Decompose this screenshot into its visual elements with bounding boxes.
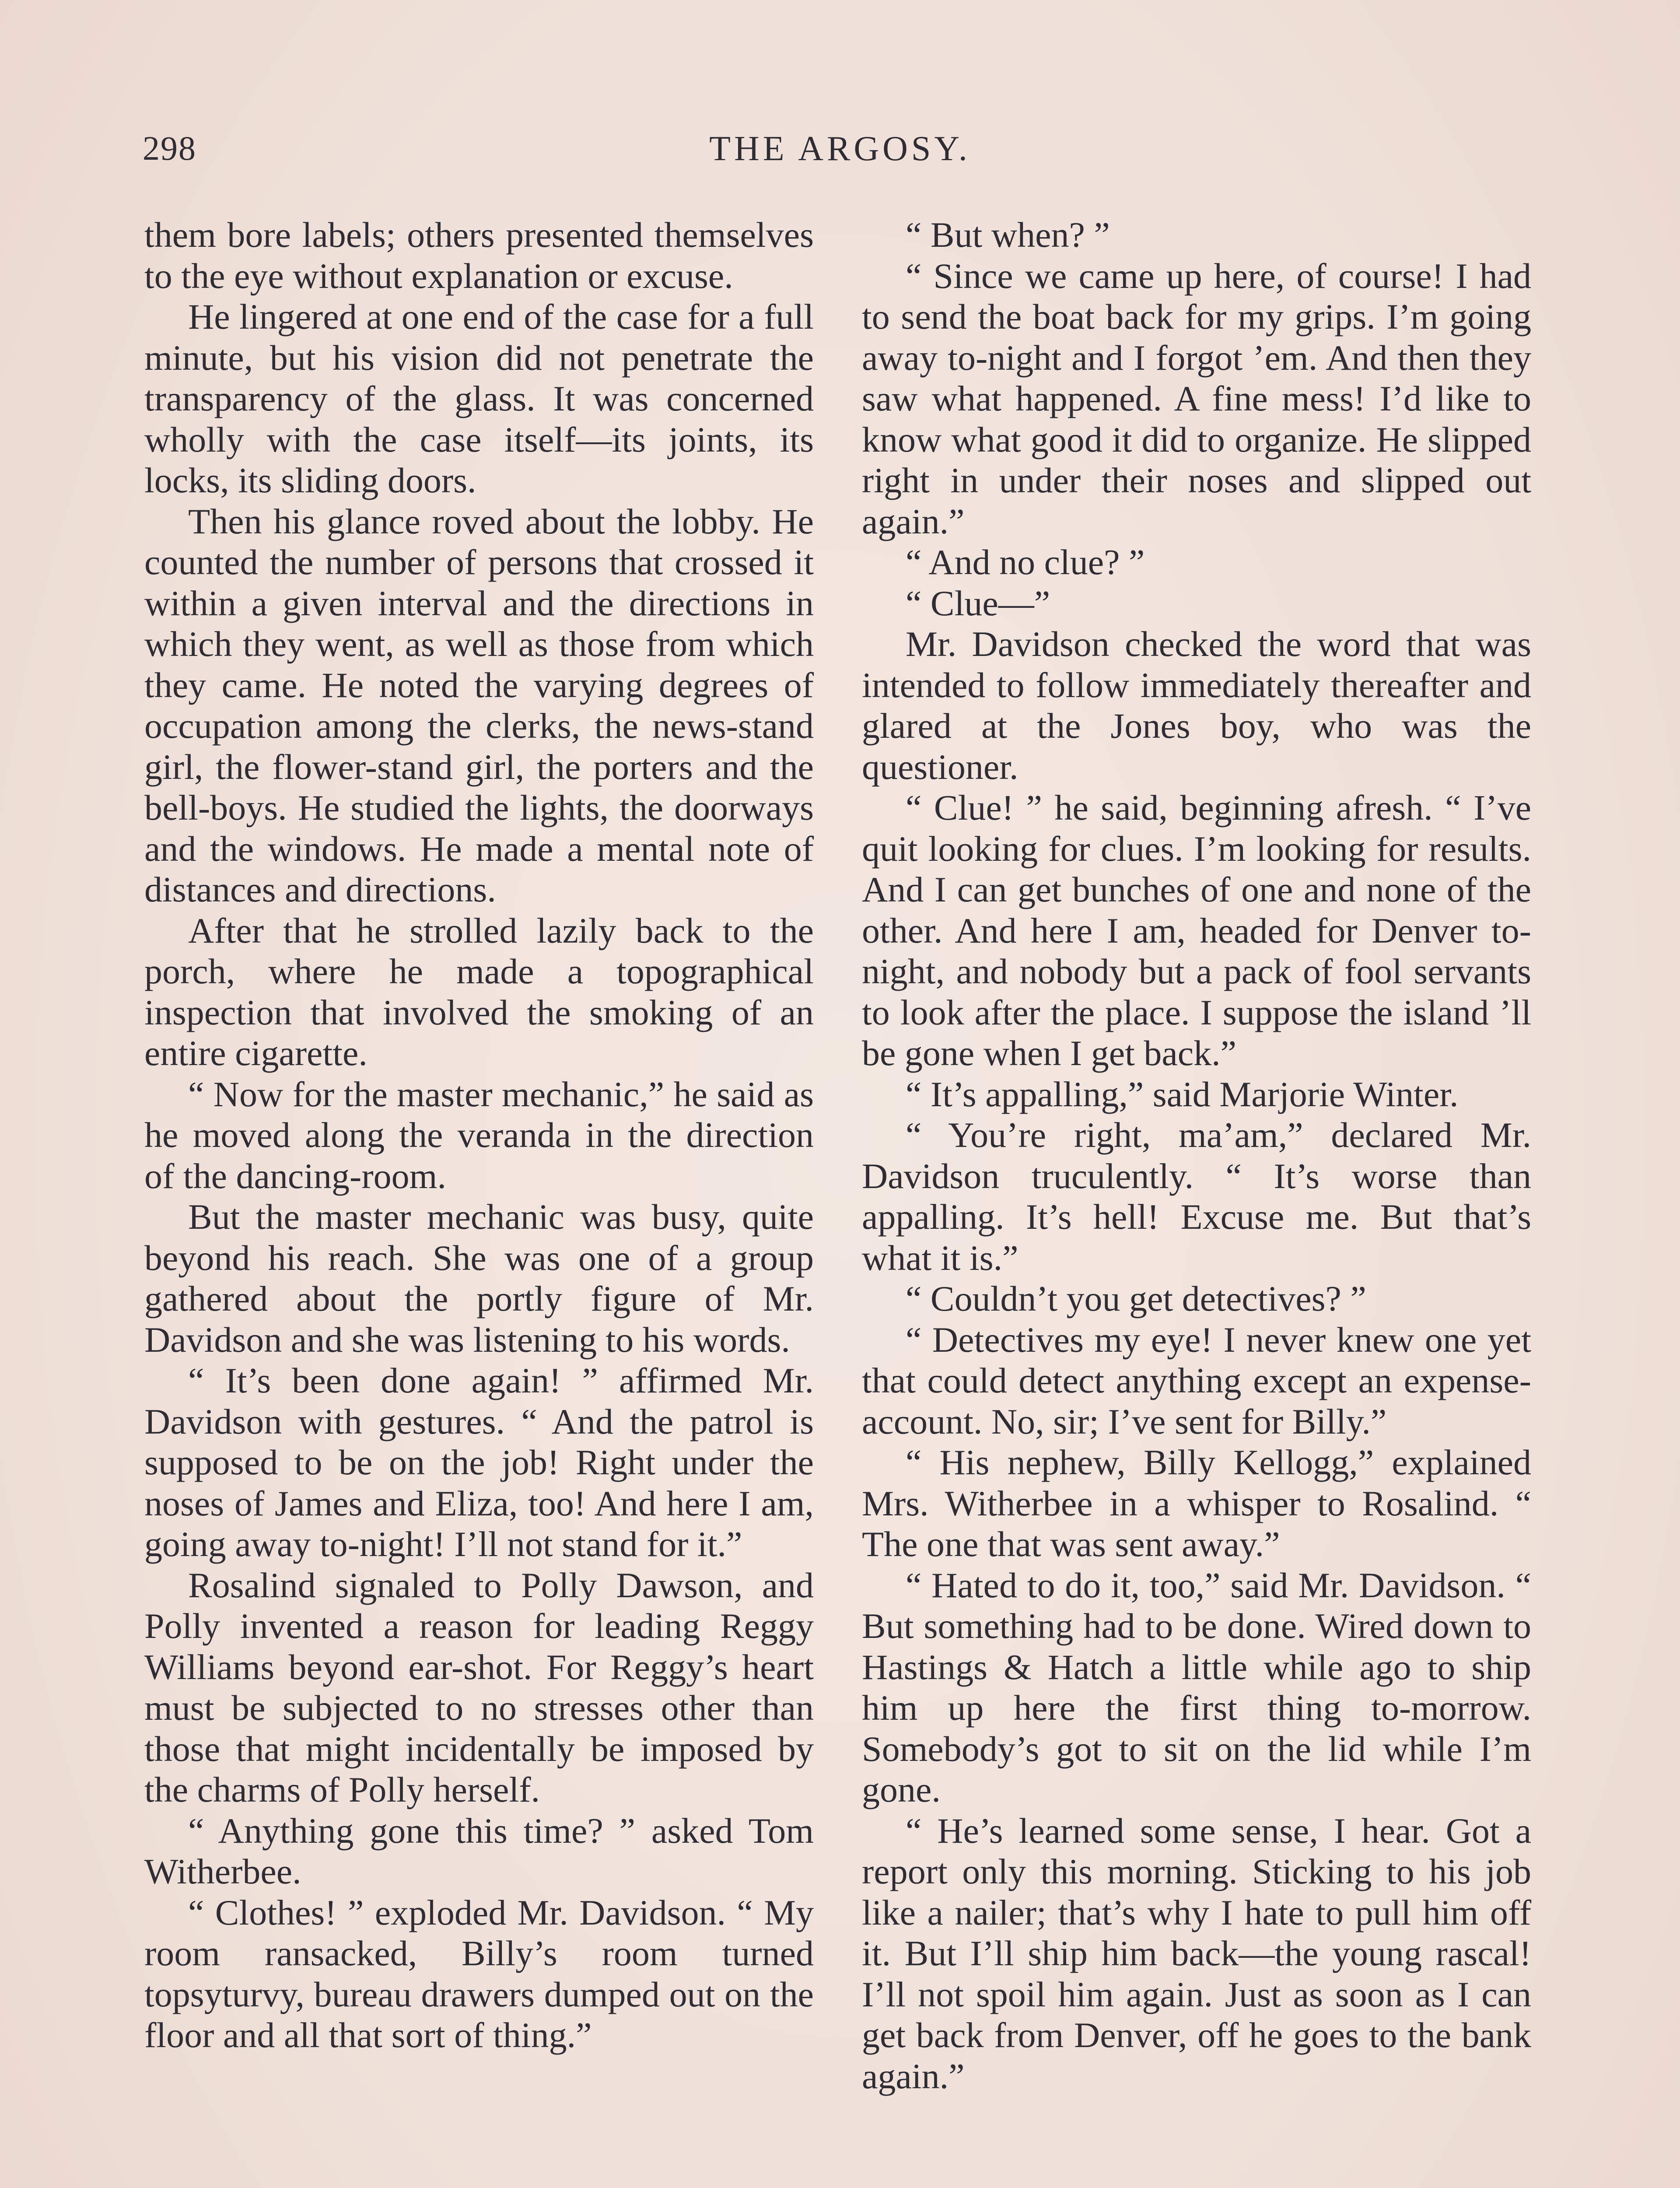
paragraph: “ His nephew, Billy Kellogg,” explained Mrs. Witherbee in a whisper to Rosalind. “ The one that was sent away.” bbox=[862, 1442, 1531, 1564]
paragraph: “ You’re right, ma’am,” declared Mr. Davidson truculently. “ It’s worse than appalling. It’s hell! Excuse me. But that’s what it is.” bbox=[862, 1115, 1531, 1278]
paragraph: But the master mechanic was busy, quite beyond his reach. She was one of a group gathered about the portly figure of Mr. Davidson and she was listening to his words. bbox=[144, 1197, 814, 1360]
paragraph: “ Detectives my eye! I never knew one yet that could detect anything except an expense-account. No, sir; I’ve sent for Billy.” bbox=[862, 1319, 1531, 1441]
left-column bbox=[144, 214, 814, 2056]
paragraph: them bore labels; others presented themselves to the eye without explanation or excuse. bbox=[144, 215, 814, 296]
paragraph: “ Since we came up here, of course! I had to send the boat back for my grips. I’m going away to-night and I forgot ’em. And then they saw what happened. A fine mess! I’d like to know what good it did to organize. He slipped right in under their noses and slipped out again.” bbox=[862, 256, 1531, 541]
paragraph: “ Clue—” bbox=[906, 583, 1050, 623]
paragraph: “ Clue! ” he said, beginning afresh. “ I’ve quit looking for clues. I’m looking for results. And I can get bunches of one and none of the other. And here I am, headed for Denver to-night, and nobody but a pack of fool servants to look after the place. I suppose the island ’ll be gone when I get back.” bbox=[862, 788, 1531, 1073]
paragraph: “ It’s appalling,” said Marjorie Winter. bbox=[906, 1074, 1459, 1114]
paragraph: “ It’s been done again! ” affirmed Mr. Davidson with gestures. “ And the patrol is supposed to be on the job! Right under the noses of James and Eliza, too! And here I am, going away to-night! I’ll not stand for it.” bbox=[144, 1360, 814, 1564]
paragraph: “ But when? ” bbox=[906, 215, 1110, 255]
paragraph: “ He’s learned some sense, I hear. Got a report only this morning. Sticking to his job like a nailer; that’s why I hate to pull him off it. But I’ll ship him back—the young rascal! I’ll not spoil him again. Just as soon as I can get back from Denver, off he goes to the bank again.” bbox=[862, 1810, 1531, 2096]
paragraph: “ And no clue? ” bbox=[906, 542, 1145, 582]
paragraph: After that he strolled lazily back to the porch, where he made a topographical inspection that involved the smoking of an entire cigarette. bbox=[144, 910, 814, 1073]
paragraph: “ Hated to do it, too,” said Mr. Davidson. “ But something had to be done. Wired down to Hastings & Hatch a little while ago to ship him up here the first thing to-morrow. Somebody’s got to sit on the lid while I’m gone. bbox=[862, 1565, 1531, 1809]
paragraph: Mr. Davidson checked the word that was intended to follow immediately thereafter and glared at the Jones boy, who was the questioner. bbox=[862, 624, 1531, 787]
paragraph: “ Clothes! ” exploded Mr. Davidson. “ My room ransacked, Billy’s room turned topsyturvy, bureau drawers dumped out on the floor and all that sort of thing.” bbox=[144, 1892, 814, 2055]
paragraph: “ Now for the master mechanic,” he said as he moved along the veranda in the direction of the dancing-room. bbox=[144, 1074, 814, 1196]
paragraph: Rosalind signaled to Polly Dawson, and Polly invented a reason for leading Reggy Williams beyond ear-shot. For Reggy’s heart must be subjected to no stresses other than those that might incidentally be imposed by the charms of Polly herself. bbox=[144, 1565, 814, 1809]
running-head: THE ARGOSY. bbox=[709, 130, 971, 168]
page-number: 298 bbox=[143, 129, 196, 167]
right-column bbox=[862, 214, 1531, 2097]
paragraph: “ Couldn’t you get detectives? ” bbox=[906, 1279, 1366, 1318]
paragraph: Then his glance roved about the lobby. He counted the number of persons that crossed it within a given interval and the directions in which they went, as well as those from which they came. He noted the varying degrees of occupation among the clerks, the news-stand girl, the flower-stand girl, the porters and the bell-boys. He studied the lights, the doorways and the windows. He made a mental note of distances and directions. bbox=[144, 501, 814, 909]
paragraph: He lingered at one end of the case for a full minute, but his vision did not penetrate the transparency of the glass. It was concerned wholly with the case itself—its joints, its locks, its sliding doors. bbox=[144, 297, 814, 500]
paragraph: “ Anything gone this time? ” asked Tom Witherbee. bbox=[144, 1810, 814, 1891]
